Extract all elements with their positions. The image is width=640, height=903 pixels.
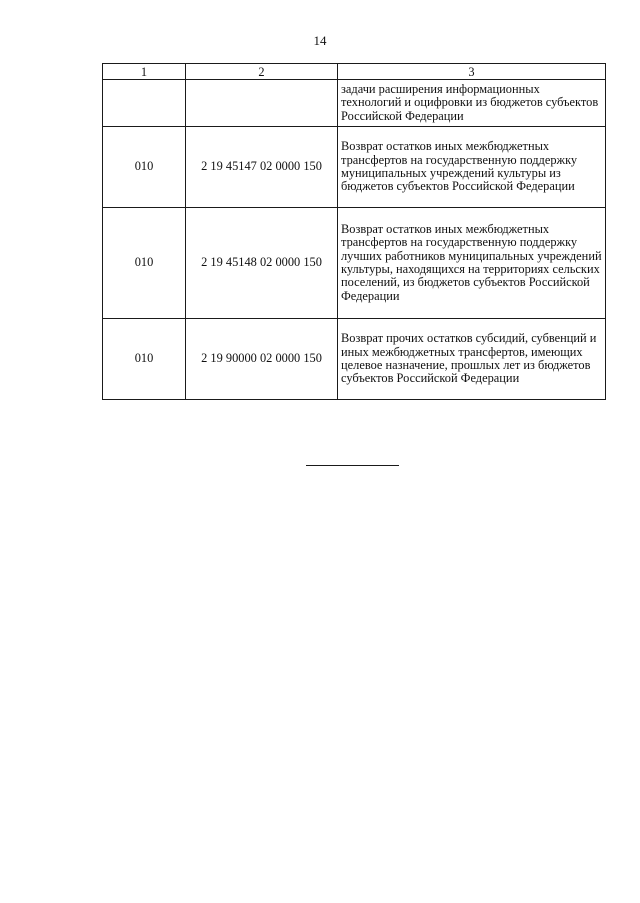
table-row: [103, 80, 606, 127]
description-cell: Возврат остатков иных межбюджетных трансфертов на государственную поддержку лучших работников муниципальных учреждений культуры, находящихся на территориях сельских поселений, из бюджетов субъектов Российской Федерации: [338, 208, 606, 319]
budget-code-cell: 2 19 90000 02 0000 150: [186, 319, 338, 400]
page-number: 14: [313, 33, 327, 48]
budget-code-cell: 2 19 45147 02 0000 150: [186, 127, 338, 208]
description-cell: Возврат прочих остатков субсидий, субвенций и иных межбюджетных трансфертов, имеющих целевое назначение, прошлых лет из бюджетов субъектов Российской Федерации: [338, 319, 606, 400]
description-cell: Возврат остатков иных межбюджетных трансфертов на государственную поддержку муниципальных учреждений культуры из бюджетов субъектов Российской Федерации: [338, 127, 606, 208]
admin-code-cell: 010: [103, 208, 186, 319]
table-row: [103, 319, 606, 400]
budget-code-cell: 2 19 45148 02 0000 150: [186, 208, 338, 319]
admin-code-cell: 010: [103, 319, 186, 400]
end-of-document-rule: [306, 465, 399, 466]
column-header-2: 2: [186, 64, 338, 80]
table-row: [103, 208, 606, 319]
budget-code-table: [102, 63, 606, 400]
description-cell: задачи расширения информационных технологий и оцифровки из бюджетов субъектов Российской Федерации: [338, 80, 606, 127]
budget-code-cell: [186, 80, 338, 127]
table-row: [103, 127, 606, 208]
admin-code-cell: 010: [103, 127, 186, 208]
table-header-row: [103, 64, 606, 80]
column-header-1: 1: [103, 64, 186, 80]
column-header-3: 3: [338, 64, 606, 80]
admin-code-cell: [103, 80, 186, 127]
